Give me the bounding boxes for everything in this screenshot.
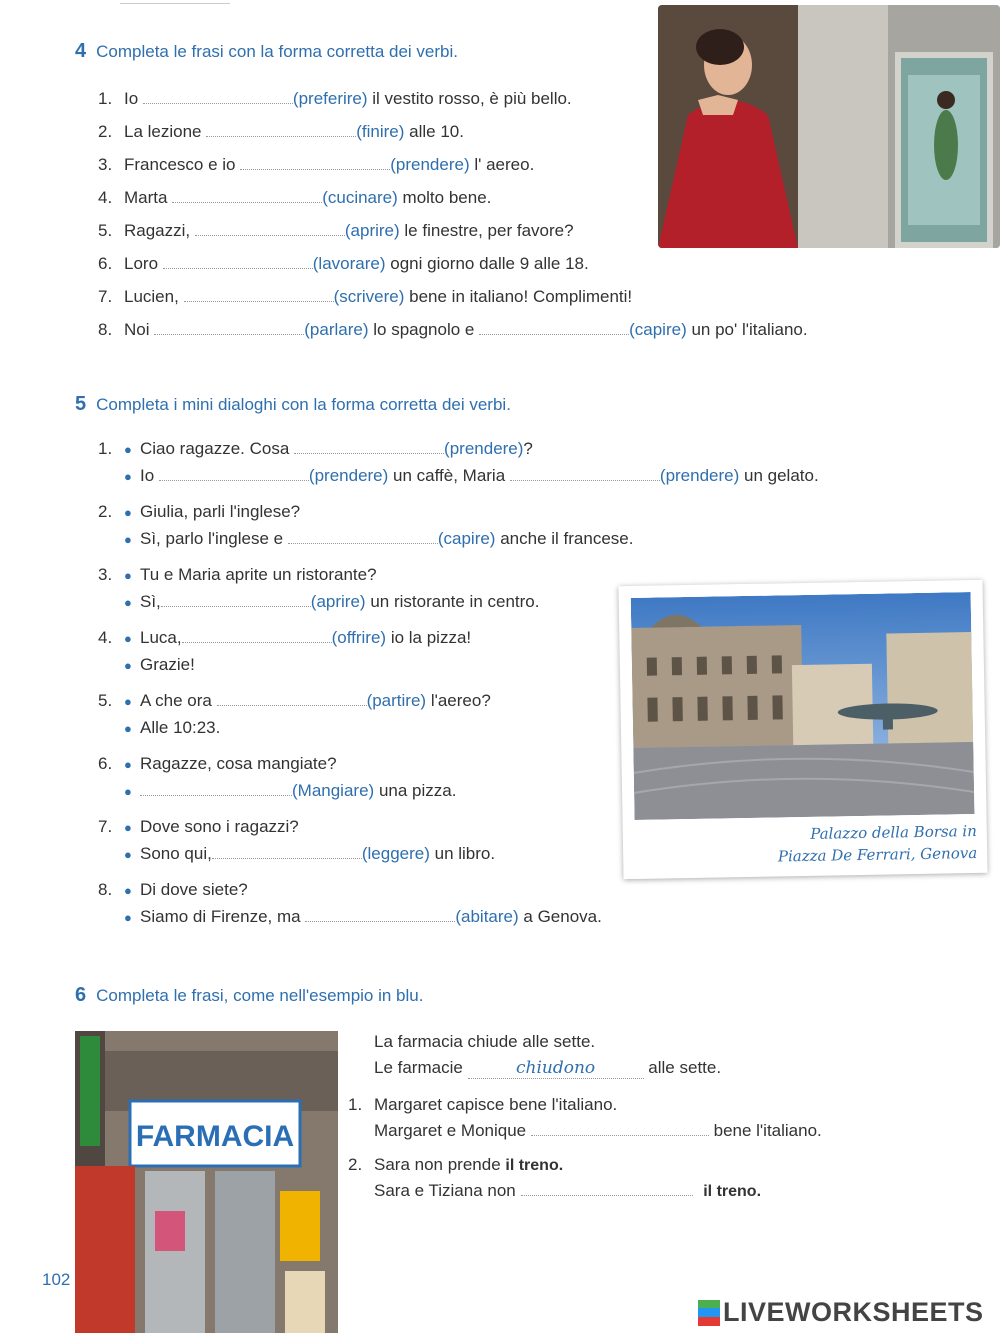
- item-text: La lezione: [124, 122, 202, 141]
- answer-blank[interactable]: [240, 155, 390, 170]
- item-text: Francesco e io: [124, 155, 236, 174]
- item-text: Ragazze, cosa mangiate?: [140, 754, 337, 773]
- item-text: un gelato.: [744, 466, 819, 485]
- verb-hint: (finire): [356, 122, 405, 141]
- item-number: 8.: [98, 880, 113, 899]
- bullet-icon: ●: [124, 469, 132, 484]
- verb-hint: (partire): [366, 691, 427, 710]
- polaroid-frame: [618, 580, 987, 879]
- item-number: 4.: [98, 628, 113, 647]
- answer-blank[interactable]: [182, 628, 332, 643]
- ex6-item-2-line-2: [374, 1181, 761, 1201]
- verb-hint: (offrire): [331, 628, 387, 647]
- item-text: Loro: [124, 254, 159, 273]
- item-text: Noi: [124, 320, 150, 339]
- ex5-item-4a: [98, 628, 471, 648]
- item-text: Sara e Tiziana non: [374, 1181, 516, 1200]
- answer-blank[interactable]: [163, 254, 313, 269]
- ex4-item-2: [98, 122, 464, 142]
- item-text: le finestre, per favore?: [404, 221, 574, 240]
- item-text: Di dove siete?: [140, 880, 248, 899]
- bullet-icon: ●: [124, 694, 132, 709]
- bullet-icon: ●: [124, 721, 132, 736]
- item-text: ogni giorno dalle 9 alle 18.: [390, 254, 589, 273]
- ex5-item-1a: [98, 439, 533, 459]
- ex5-item-7b: [124, 844, 495, 864]
- ex5-item-8a: [98, 880, 248, 900]
- bullet-icon: ●: [124, 910, 132, 925]
- answer-blank[interactable]: [531, 1121, 709, 1136]
- verb-hint: (aprire): [310, 592, 366, 611]
- example-answer: chiudono: [515, 1058, 596, 1078]
- answer-blank[interactable]: [172, 188, 322, 203]
- bullet-icon: ●: [124, 505, 132, 520]
- item-text: A che ora: [140, 691, 212, 710]
- item-number: 1.: [98, 439, 113, 458]
- photo-woman-red-dress-art: [658, 5, 1000, 248]
- item-text: Grazie!: [140, 655, 195, 674]
- item-text: a Genova.: [523, 907, 602, 926]
- exercise-5-number: 5: [75, 393, 87, 415]
- item-text: Dove sono i ragazzi?: [140, 817, 299, 836]
- bullet-icon: ●: [124, 847, 132, 862]
- item-text: Ciao ragazze. Cosa: [140, 439, 290, 458]
- item-number: 6.: [98, 754, 113, 773]
- ex5-item-4b: [124, 655, 195, 675]
- item-text: Alle 10:23.: [140, 718, 221, 737]
- bullet-icon: ●: [124, 883, 132, 898]
- item-text: alle sette.: [648, 1058, 722, 1077]
- ex4-item-1: [98, 89, 572, 109]
- item-text: Margaret capisce bene l'italiano.: [374, 1095, 618, 1114]
- answer-blank[interactable]: [521, 1181, 693, 1196]
- verb-hint: (aprire): [344, 221, 400, 240]
- item-text: il treno.: [505, 1157, 564, 1174]
- item-number: 2.: [98, 502, 113, 521]
- ex5-item-3a: [98, 565, 377, 585]
- item-number: 4.: [98, 188, 113, 207]
- bullet-icon: ●: [124, 820, 132, 835]
- item-text: bene in italiano! Complimenti!: [409, 287, 633, 306]
- item-text: lo spagnolo e: [373, 320, 475, 339]
- photo-caption: [647, 820, 978, 870]
- answer-blank[interactable]: [159, 466, 309, 481]
- answer-blank[interactable]: [288, 529, 438, 544]
- item-number: 3.: [98, 565, 113, 584]
- bullet-icon: ●: [124, 784, 132, 799]
- answer-blank[interactable]: [195, 221, 345, 236]
- verb-hint: (capire): [437, 529, 496, 548]
- item-text: Sono qui,: [140, 844, 212, 863]
- answer-blank[interactable]: [294, 439, 444, 454]
- item-number: 8.: [98, 320, 113, 339]
- example-answer-blank: [468, 1058, 644, 1079]
- answer-blank[interactable]: [140, 781, 292, 796]
- item-text: Le farmacie: [374, 1058, 463, 1077]
- verb-hint: (preferire): [292, 89, 368, 108]
- item-number: 5.: [98, 691, 113, 710]
- bullet-icon: ●: [124, 631, 132, 646]
- answer-blank[interactable]: [143, 89, 293, 104]
- exercise-5-title: [75, 393, 511, 416]
- ex5-item-8b: [124, 907, 602, 927]
- ex6-example-line-2: [374, 1058, 721, 1079]
- verb-hint: (parlare): [304, 320, 369, 339]
- answer-blank[interactable]: [154, 320, 304, 335]
- answer-blank[interactable]: [212, 844, 362, 859]
- verb-hint: (capire): [629, 320, 687, 339]
- answer-blank[interactable]: [206, 122, 356, 137]
- ex6-example-line-1: [374, 1032, 595, 1052]
- answer-blank[interactable]: [479, 320, 629, 335]
- verb-hint: (leggere): [361, 844, 430, 863]
- answer-blank[interactable]: [217, 691, 367, 706]
- page-number: 102: [42, 1270, 71, 1289]
- ex5-item-3b: [124, 592, 539, 612]
- item-text: il vestito rosso, è più bello.: [372, 89, 572, 108]
- ex4-item-7: [98, 287, 632, 307]
- verb-hint: (abitare): [455, 907, 519, 926]
- bullet-icon: ●: [124, 595, 132, 610]
- photo-farmacia-art: [75, 1031, 338, 1333]
- bullet-icon: ●: [124, 532, 132, 547]
- answer-blank[interactable]: [184, 287, 334, 302]
- ex5-item-2b: [124, 529, 633, 549]
- photo-woman-red-dress: [658, 5, 1000, 248]
- item-text: Marta: [124, 188, 168, 207]
- item-text: Io: [124, 89, 139, 108]
- photo-palazzo-borsa-art: [631, 592, 975, 820]
- item-text: il treno.: [703, 1183, 762, 1200]
- item-text: Io: [140, 466, 155, 485]
- item-text: una pizza.: [378, 781, 457, 800]
- bullet-icon: ●: [124, 658, 132, 673]
- bullet-icon: ●: [124, 757, 132, 772]
- bullet-icon: ●: [124, 568, 132, 583]
- verb-hint: (prendere): [308, 466, 389, 485]
- ex5-item-7a: [98, 817, 299, 837]
- item-text: bene l'italiano.: [713, 1121, 822, 1140]
- item-text: Siamo di Firenze, ma: [140, 907, 301, 926]
- item-text: Sara non prende: [374, 1155, 501, 1174]
- item-text: Tu e Maria aprite un ristorante?: [140, 565, 377, 584]
- verb-hint: (scrivere): [333, 287, 405, 306]
- item-number: 1.: [348, 1095, 363, 1114]
- item-text: Ragazzi,: [124, 221, 191, 240]
- verb-hint: (cucinare): [322, 188, 398, 207]
- item-text: Sì,: [140, 592, 161, 611]
- item-number: 2.: [348, 1155, 363, 1174]
- item-text: alle 10.: [409, 122, 464, 141]
- exercise-6-instruction: Completa le frasi, come nell'esempio in blu.: [96, 986, 424, 1005]
- exercise-6-number: 6: [75, 984, 87, 1006]
- verb-hint: (prendere): [444, 439, 524, 458]
- answer-blank[interactable]: [305, 907, 455, 922]
- item-number: 2.: [98, 122, 113, 141]
- ex4-item-8: [98, 320, 808, 340]
- item-text: Margaret e Monique: [374, 1121, 527, 1140]
- ex5-item-5a: [98, 691, 491, 711]
- item-text: ?: [523, 439, 533, 458]
- verb-hint: (prendere): [390, 155, 470, 174]
- item-number: 7.: [98, 287, 113, 306]
- item-text: un caffè, Maria: [393, 466, 506, 485]
- photo-farmacia: [75, 1031, 338, 1333]
- exercise-5-instruction: Completa i mini dialoghi con la forma corretta dei verbi.: [96, 395, 511, 414]
- logo-text: LIVEWORKSHEETS: [723, 1297, 984, 1327]
- item-text: un libro.: [434, 844, 496, 863]
- verb-hint: (prendere): [659, 466, 740, 485]
- exercise-4-number: 4: [75, 40, 87, 62]
- caption-line-1: Palazzo della Borsa in: [810, 821, 977, 843]
- verb-hint: (lavorare): [312, 254, 386, 273]
- ex6-item-1-line-1: [348, 1095, 617, 1115]
- farmacia-sign-text: FARMACIA: [135, 1120, 295, 1153]
- item-number: 5.: [98, 221, 113, 240]
- ex4-item-6: [98, 254, 589, 274]
- bullet-icon: ●: [124, 442, 132, 457]
- answer-blank[interactable]: [161, 592, 311, 607]
- top-fragment: [120, 0, 230, 4]
- photo-palazzo-borsa: [631, 592, 975, 820]
- item-number: 6.: [98, 254, 113, 273]
- ex5-item-6b: [124, 781, 456, 801]
- item-text: io la pizza!: [390, 628, 472, 647]
- item-text: molto bene.: [402, 188, 492, 207]
- exercise-4-title: [75, 40, 458, 63]
- item-text: Sì, parlo l'inglese e: [140, 529, 284, 548]
- ex6-item-1-line-2: [374, 1121, 822, 1141]
- exercise-6-title: [75, 984, 423, 1007]
- verb-hint: (Mangiare): [292, 781, 375, 800]
- ex5-item-1b: [124, 466, 819, 486]
- item-number: 3.: [98, 155, 113, 174]
- ex5-item-2a: [98, 502, 300, 522]
- caption-line-2: Piazza De Ferrari, Genova: [777, 843, 978, 866]
- ex5-item-5b: [124, 718, 220, 738]
- item-number: 1.: [98, 89, 113, 108]
- ex4-item-5: [98, 221, 574, 241]
- item-number: 7.: [98, 817, 113, 836]
- item-text: Luca,: [140, 628, 182, 647]
- ex5-item-6a: [98, 754, 337, 774]
- answer-blank[interactable]: [510, 466, 660, 481]
- item-text: Giulia, parli l'inglese?: [140, 502, 301, 521]
- ex4-item-4: [98, 188, 491, 208]
- item-text: un po' l'italiano.: [691, 320, 808, 339]
- item-text: Lucien,: [124, 287, 179, 306]
- ex6-item-2-line-1: [348, 1155, 563, 1175]
- liveworksheets-logo: [698, 1297, 984, 1328]
- ex4-item-3: [98, 155, 534, 175]
- item-text: un ristorante in centro.: [370, 592, 540, 611]
- item-text: l'aereo?: [430, 691, 491, 710]
- logo-badge-icon: [698, 1300, 720, 1326]
- item-text: anche il francese.: [500, 529, 634, 548]
- exercise-4-instruction: Completa le frasi con la forma corretta dei verbi.: [96, 42, 458, 61]
- item-text: La farmacia chiude alle sette.: [374, 1032, 596, 1051]
- item-text: l' aereo.: [474, 155, 535, 174]
